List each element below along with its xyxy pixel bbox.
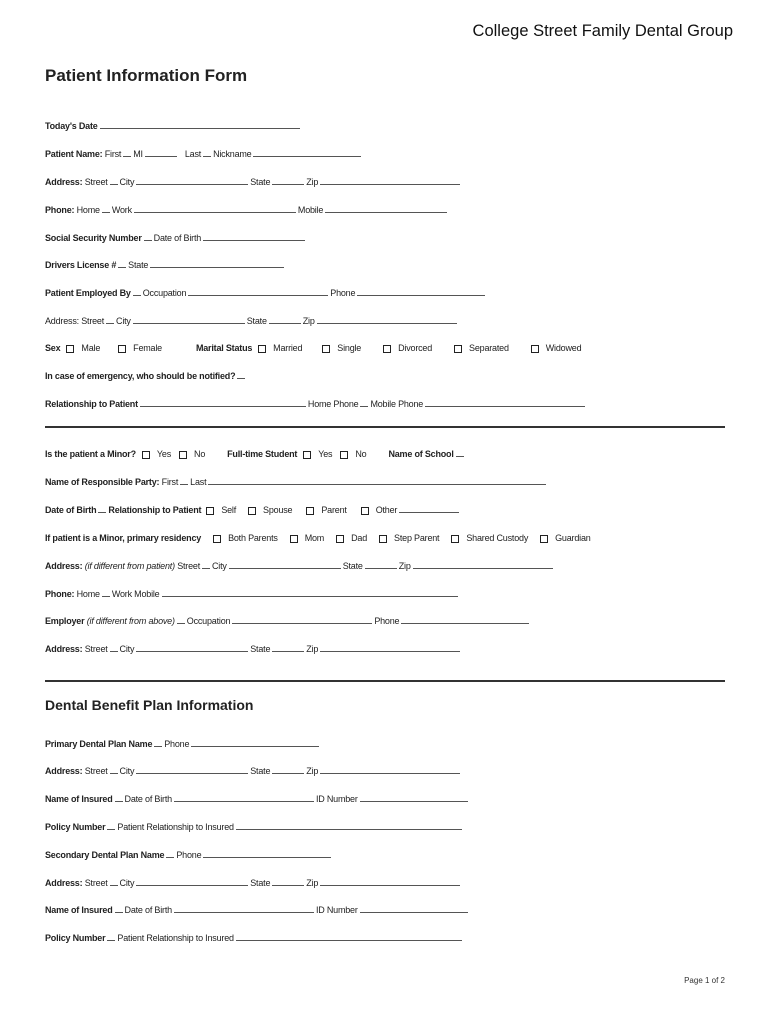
street-field[interactable] (110, 183, 118, 185)
secondary-zip-field[interactable] (320, 884, 460, 886)
secondary-insured-label: Name of Insured (45, 905, 113, 915)
phone-label: Phone: Home (45, 205, 100, 215)
row-phone (45, 200, 725, 216)
occupation-field[interactable] (188, 294, 328, 296)
row-ssn (45, 228, 725, 244)
row-secondary-address (45, 873, 725, 889)
responsible-employer-address-label: Address: Street (45, 644, 108, 654)
responsible-last-field[interactable] (208, 483, 546, 485)
school-field[interactable] (456, 455, 464, 457)
occupation-label: Occupation (142, 288, 187, 298)
relationship-label: Relationship to Patient (45, 399, 138, 409)
widowed-label: Widowed (545, 343, 582, 353)
responsible-employer-phone-field[interactable] (401, 622, 529, 624)
employer-address-label: Address: Street (45, 316, 105, 326)
secondary-state-field[interactable] (272, 884, 304, 886)
spouse-checkbox[interactable] (248, 507, 256, 515)
ssn-label: Social Security Number (45, 233, 142, 243)
primary-address-label: Address: Street (45, 766, 108, 776)
work-mobile-label: Work Mobile (111, 589, 160, 599)
dob-label: Date of Birth (153, 233, 202, 243)
student-label: Full-time Student (227, 449, 298, 459)
responsible-zip-label: Zip (398, 561, 411, 571)
responsible-first-field[interactable] (180, 483, 188, 485)
responsible-last-label: Last (190, 477, 207, 487)
shared-custody-checkbox[interactable] (451, 535, 459, 543)
responsible-employer-field[interactable] (177, 622, 185, 624)
dob-field[interactable] (203, 239, 305, 241)
emergency-home-phone-field[interactable] (360, 405, 368, 407)
secondary-city-field[interactable] (136, 884, 248, 886)
employer-city-label: City (116, 316, 131, 326)
responsible-relationship-label: Relationship to Patient (108, 505, 202, 515)
page-number: Page 1 of 2 (684, 976, 725, 985)
minor-no-checkbox[interactable] (179, 451, 187, 459)
row-secondary-policy (45, 928, 725, 944)
drivers-license-label: Drivers License # (45, 260, 117, 270)
work-label: Work (111, 205, 132, 215)
shared-custody-label: Shared Custody (466, 533, 529, 543)
student-no-label: No (355, 449, 367, 459)
secondary-policy-field[interactable] (107, 939, 115, 941)
row-minor-residency (45, 528, 725, 544)
row-emergency (45, 366, 725, 382)
last-name-label: Last (184, 149, 202, 159)
row-employer (45, 283, 725, 299)
row-primary-policy (45, 817, 725, 833)
responsible-zip-field[interactable] (413, 567, 553, 569)
row-sex-marital (45, 338, 725, 354)
row-drivers-license (45, 255, 725, 271)
widowed-checkbox[interactable] (531, 345, 539, 353)
responsible-employer-state-label: State (250, 644, 271, 654)
row-minor (45, 444, 725, 460)
secondary-id-label: ID Number (315, 905, 358, 915)
male-label: Male (81, 343, 101, 353)
first-name-field[interactable] (123, 155, 131, 157)
other-label: Other (375, 505, 398, 515)
row-primary-address (45, 761, 725, 777)
student-yes-label: Yes (318, 449, 333, 459)
dl-state-field[interactable] (150, 266, 284, 268)
secondary-city-label: City (119, 878, 135, 888)
primary-plan-field[interactable] (154, 745, 162, 747)
minor-yes-label: Yes (156, 449, 172, 459)
mi-field[interactable] (145, 155, 177, 157)
section-divider (45, 426, 725, 428)
primary-plan-label: Primary Dental Plan Name (45, 739, 153, 749)
school-label: Name of School (388, 449, 454, 459)
home-phone-field[interactable] (102, 211, 110, 213)
responsible-employer-city-field[interactable] (136, 650, 248, 652)
row-primary-plan (45, 734, 725, 750)
row-primary-insured (45, 789, 725, 805)
responsible-street-field[interactable] (202, 567, 210, 569)
employer-street-field[interactable] (106, 322, 114, 324)
primary-insured-field[interactable] (115, 800, 123, 802)
primary-city-label: City (119, 766, 135, 776)
employer-state-field[interactable] (269, 322, 301, 324)
separated-checkbox[interactable] (454, 345, 462, 353)
single-label: Single (337, 343, 362, 353)
marital-status-label: Marital Status (195, 343, 253, 353)
responsible-dob-field[interactable] (98, 511, 106, 513)
self-label: Self (221, 505, 237, 515)
drivers-license-field[interactable] (118, 266, 126, 268)
row-responsible-employer (45, 611, 725, 627)
responsible-employer-street-field[interactable] (110, 650, 118, 652)
primary-policy-field[interactable] (107, 828, 115, 830)
primary-state-label: State (250, 766, 271, 776)
primary-dob-field[interactable] (174, 800, 314, 802)
primary-zip-field[interactable] (320, 772, 460, 774)
row-relationship (45, 394, 725, 410)
employer-zip-label: Zip (302, 316, 315, 326)
minor-yes-checkbox[interactable] (142, 451, 150, 459)
separated-label: Separated (469, 343, 509, 353)
row-secondary-plan (45, 845, 725, 861)
responsible-occupation-field[interactable] (232, 622, 372, 624)
responsible-employer-city-label: City (119, 644, 135, 654)
responsible-state-label: State (342, 561, 363, 571)
form-title: Patient Information Form (45, 66, 248, 85)
row-patient-name (45, 144, 725, 160)
todays-date-field[interactable] (100, 127, 300, 129)
is-minor-label: Is the patient a Minor? (45, 449, 136, 459)
parent-label: Parent (321, 505, 347, 515)
secondary-relationship-field[interactable] (236, 939, 462, 941)
dl-state-label: State (128, 260, 149, 270)
parent-checkbox[interactable] (306, 507, 314, 515)
zip-label: Zip (306, 177, 319, 187)
emergency-field[interactable] (237, 377, 245, 379)
other-field[interactable] (399, 511, 459, 513)
responsible-city-label: City (212, 561, 227, 571)
responsible-party-label: Name of Responsible Party: First (45, 477, 179, 487)
emergency-label: In case of emergency, who should be notified? (45, 371, 236, 381)
primary-dob-label: Date of Birth (124, 794, 172, 804)
row-todays-date (45, 116, 725, 132)
last-name-field[interactable] (203, 155, 211, 157)
row-responsible-party (45, 472, 725, 488)
primary-policy-label: Policy Number (45, 822, 106, 832)
married-checkbox[interactable] (258, 345, 266, 353)
responsible-occupation-label: Occupation (186, 616, 231, 626)
secondary-dob-label: Date of Birth (124, 905, 172, 915)
secondary-zip-label: Zip (306, 878, 319, 888)
mom-checkbox[interactable] (290, 535, 298, 543)
secondary-policy-label: Policy Number (45, 933, 106, 943)
row-address (45, 172, 725, 188)
city-label: City (119, 177, 135, 187)
practice-name: College Street Family Dental Group (472, 22, 733, 40)
primary-id-label: ID Number (315, 794, 358, 804)
secondary-street-field[interactable] (110, 884, 118, 886)
work-mobile-field[interactable] (162, 595, 458, 597)
male-checkbox[interactable] (66, 345, 74, 353)
primary-city-field[interactable] (136, 772, 248, 774)
primary-state-field[interactable] (272, 772, 304, 774)
row-responsible-dob (45, 500, 725, 516)
divorced-checkbox[interactable] (383, 345, 391, 353)
female-checkbox[interactable] (118, 345, 126, 353)
work-phone-field[interactable] (134, 211, 296, 213)
spouse-label: Spouse (263, 505, 293, 515)
state-label: State (250, 177, 271, 187)
responsible-dob-label: Date of Birth (45, 505, 97, 515)
patient-name-label: Patient Name: First (45, 149, 122, 159)
emergency-mobile-phone-label: Mobile Phone (370, 399, 424, 409)
secondary-insured-field[interactable] (115, 911, 123, 913)
single-checkbox[interactable] (322, 345, 330, 353)
step-parent-label: Step Parent (394, 533, 440, 543)
both-parents-label: Both Parents (228, 533, 278, 543)
dental-benefit-title: Dental Benefit Plan Information (45, 697, 254, 713)
mobile-field[interactable] (325, 211, 447, 213)
secondary-plan-phone-label: Phone (176, 850, 202, 860)
address-label: Address: Street (45, 177, 108, 187)
primary-relationship-field[interactable] (236, 828, 462, 830)
divorced-label: Divorced (398, 343, 433, 353)
nickname-field[interactable] (253, 155, 361, 157)
row-responsible-address (45, 556, 725, 572)
todays-date-label: Today's Date (45, 121, 98, 131)
row-employer-address (45, 311, 725, 327)
responsible-state-field[interactable] (365, 567, 397, 569)
dad-checkbox[interactable] (336, 535, 344, 543)
responsible-address-label: Address: (if different from patient) Street (45, 561, 200, 571)
primary-insured-label: Name of Insured (45, 794, 113, 804)
row-responsible-phone (45, 584, 725, 600)
primary-plan-phone-label: Phone (164, 739, 190, 749)
mobile-label: Mobile (297, 205, 324, 215)
employer-city-field[interactable] (133, 322, 245, 324)
other-checkbox[interactable] (361, 507, 369, 515)
employer-state-label: State (246, 316, 267, 326)
guardian-label: Guardian (555, 533, 591, 543)
secondary-relationship-label: Patient Relationship to Insured (117, 933, 234, 943)
sex-label: Sex (45, 343, 61, 353)
minor-no-label: No (194, 449, 206, 459)
student-yes-checkbox[interactable] (303, 451, 311, 459)
guardian-checkbox[interactable] (540, 535, 548, 543)
primary-id-field[interactable] (360, 800, 468, 802)
female-label: Female (133, 343, 162, 353)
section-divider-2 (45, 680, 725, 682)
ssn-field[interactable] (144, 239, 152, 241)
student-no-checkbox[interactable] (340, 451, 348, 459)
employed-by-label: Patient Employed By (45, 288, 131, 298)
row-secondary-insured (45, 900, 725, 916)
nickname-label: Nickname (213, 149, 252, 159)
dad-label: Dad (351, 533, 368, 543)
both-parents-checkbox[interactable] (213, 535, 221, 543)
residency-label: If patient is a Minor, primary residency (45, 533, 202, 543)
secondary-plan-label: Secondary Dental Plan Name (45, 850, 165, 860)
mom-label: Mom (304, 533, 325, 543)
mi-label: MI (133, 149, 143, 159)
secondary-dob-field[interactable] (174, 911, 314, 913)
employed-by-field[interactable] (133, 294, 141, 296)
responsible-employer-zip-field[interactable] (320, 650, 460, 652)
emergency-home-phone-label: Home Phone (307, 399, 359, 409)
responsible-employer-label: Employer (if different from above) (45, 616, 175, 626)
responsible-employer-zip-label: Zip (306, 644, 319, 654)
secondary-id-field[interactable] (360, 911, 468, 913)
employer-phone-label: Phone (330, 288, 356, 298)
responsible-employer-phone-label: Phone (374, 616, 400, 626)
secondary-plan-phone-field[interactable] (203, 856, 331, 858)
employer-zip-field[interactable] (317, 322, 457, 324)
primary-zip-label: Zip (306, 766, 319, 776)
responsible-employer-state-field[interactable] (272, 650, 304, 652)
primary-plan-phone-field[interactable] (191, 745, 319, 747)
step-parent-checkbox[interactable] (379, 535, 387, 543)
emergency-mobile-phone-field[interactable] (425, 405, 585, 407)
married-label: Married (273, 343, 303, 353)
state-field[interactable] (272, 183, 304, 185)
city-field[interactable] (136, 183, 248, 185)
zip-field[interactable] (320, 183, 460, 185)
primary-street-field[interactable] (110, 772, 118, 774)
responsible-city-field[interactable] (229, 567, 341, 569)
self-checkbox[interactable] (206, 507, 214, 515)
secondary-state-label: State (250, 878, 271, 888)
employer-phone-field[interactable] (357, 294, 485, 296)
primary-relationship-label: Patient Relationship to Insured (117, 822, 234, 832)
responsible-home-phone-field[interactable] (102, 595, 110, 597)
relationship-field[interactable] (140, 405, 306, 407)
secondary-plan-field[interactable] (166, 856, 174, 858)
secondary-address-label: Address: Street (45, 878, 108, 888)
responsible-phone-label: Phone: Home (45, 589, 100, 599)
row-responsible-employer-address (45, 639, 725, 655)
